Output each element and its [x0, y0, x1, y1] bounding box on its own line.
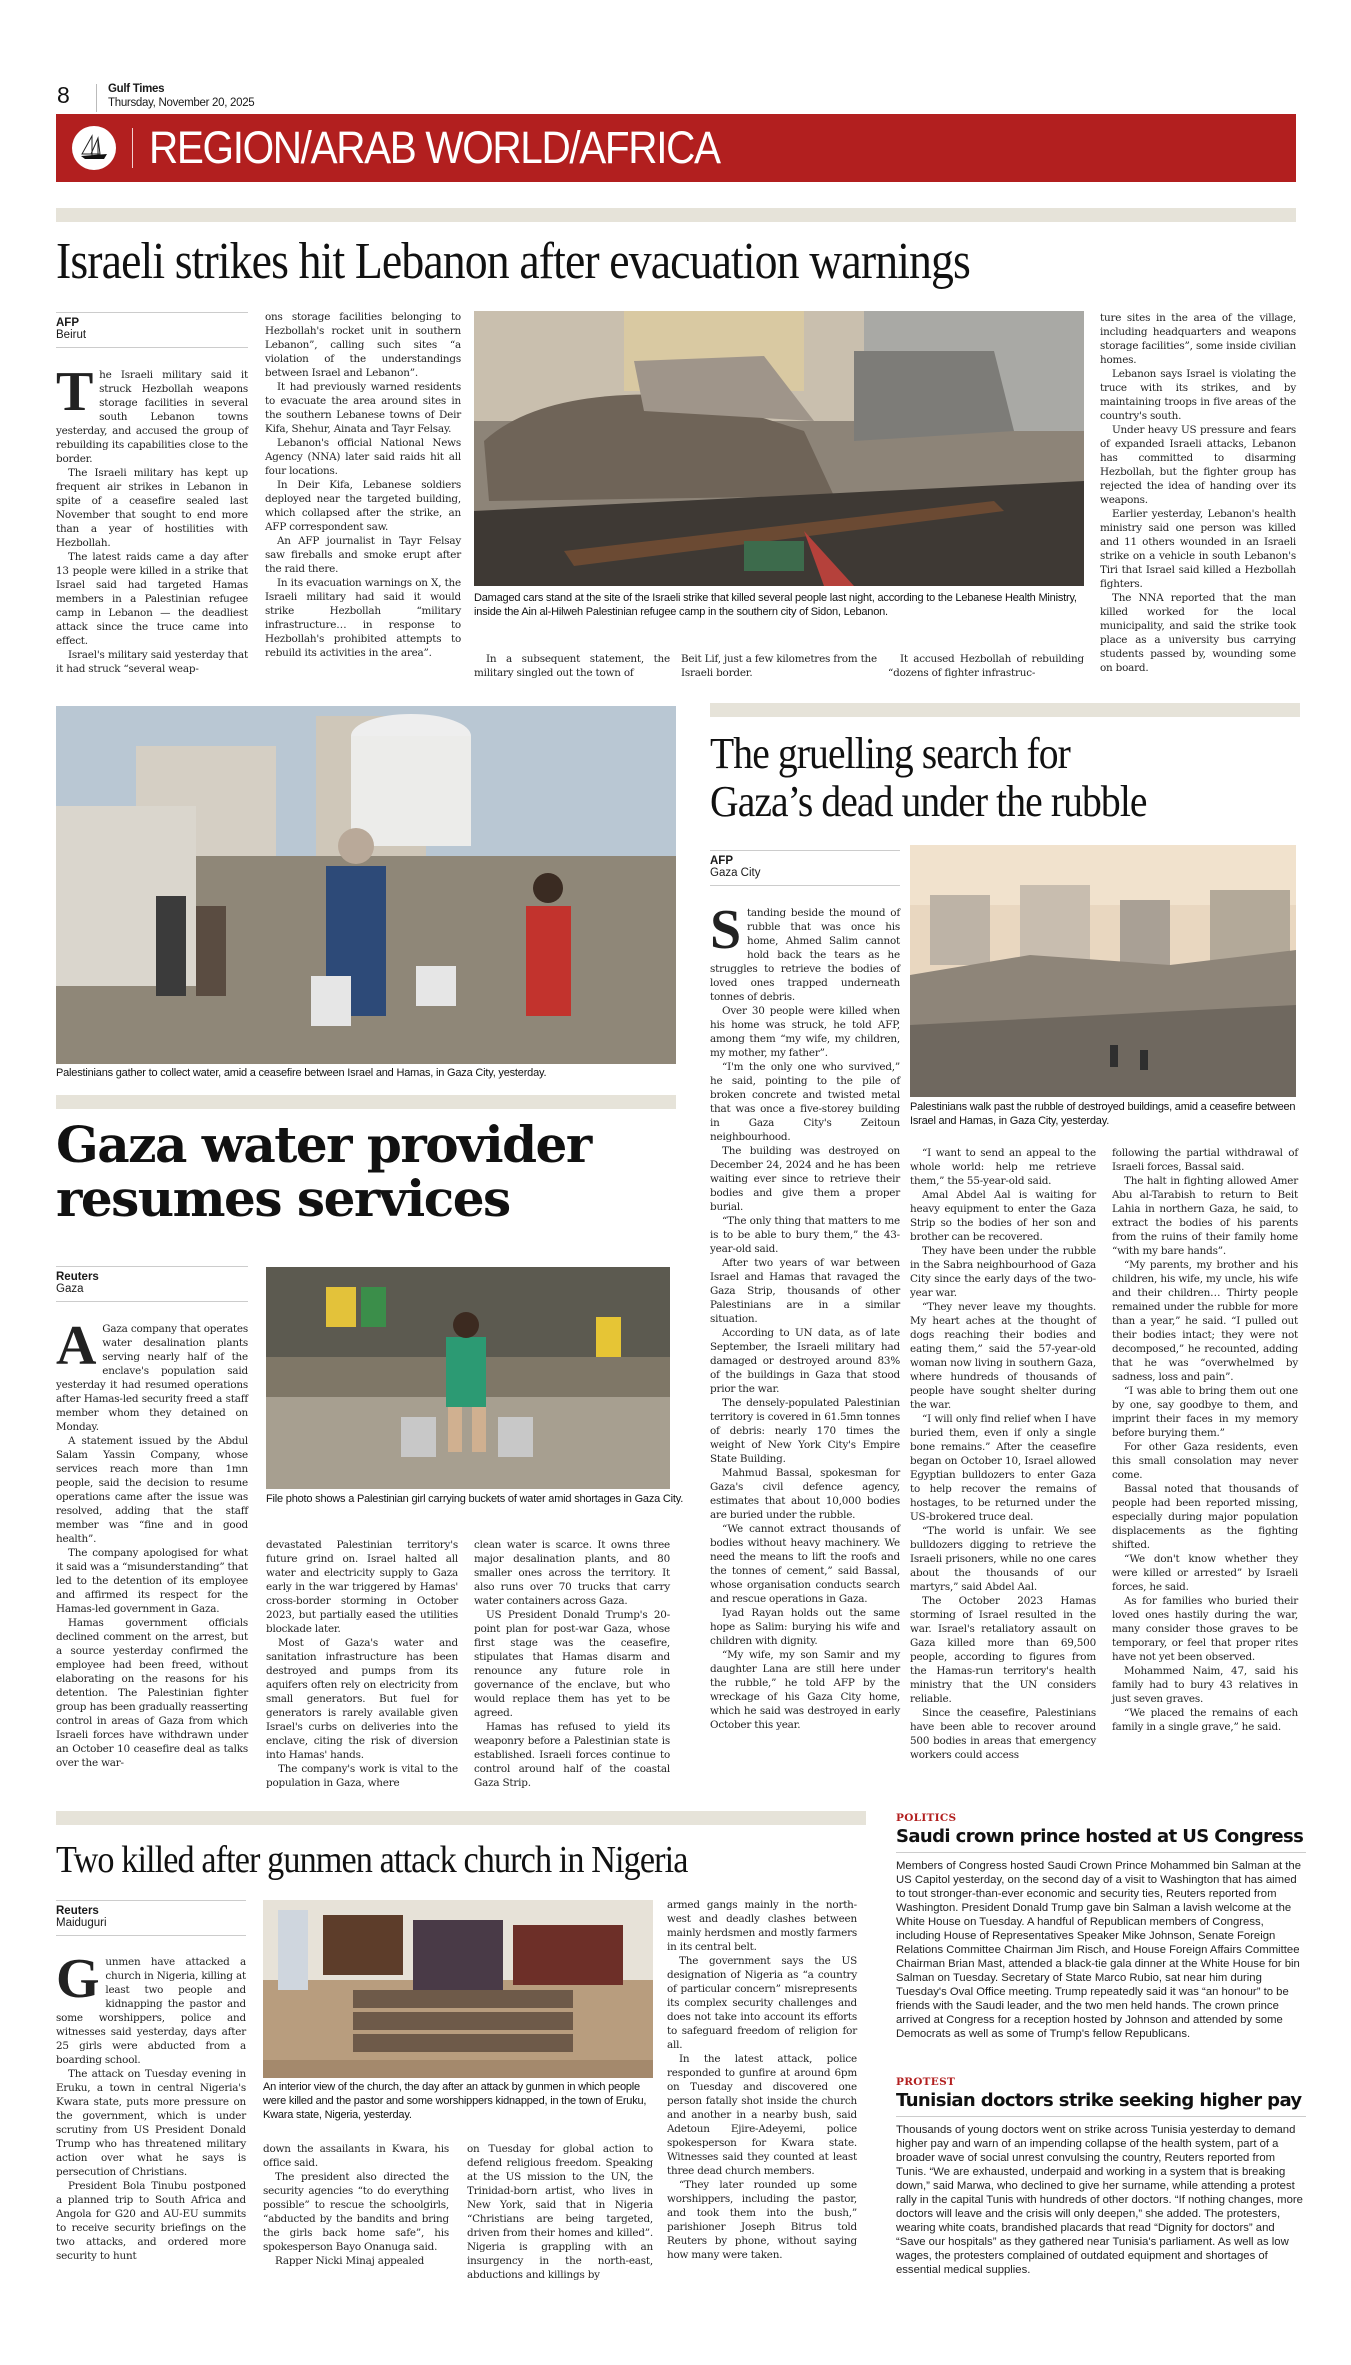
headline-line: Gaza water provider [56, 1115, 591, 1174]
nigeria-byline [56, 1900, 246, 1936]
paragraph: The company apologised for what it said was a “misunderstanding” that led to the detention of its employee and affirmed its respect for the Hamas-led government in Gaza. [56, 1547, 248, 1615]
paragraph: “My wife, my son Samir and my daughter Lana are still here under the rubble,” he told AFP by the wreckage of his Gaza City home, which he said was destroyed in early October this year. [710, 1649, 900, 1731]
dropcap: G [56, 1948, 100, 2010]
paragraph: An AFP journalist in Tayr Felsay saw fireballs and smoke erupt after the raid there. [265, 535, 461, 575]
paragraph: Hamas has refused to yield its weaponry before a Palestinian state is established. Israeli forces continue to control around half of the coastal Gaza Strip. [474, 1721, 670, 1789]
rubble-headline [710, 730, 1147, 826]
paragraph: It accused Hezbollah of rebuilding “dozens of fighter infrastruc- [888, 653, 1084, 679]
byline-place: Gaza City [710, 867, 761, 879]
byline-place: Gaza [56, 1283, 84, 1295]
dropcap: T [56, 361, 94, 423]
rubble-column-1 [710, 899, 900, 1732]
byline-agency: AFP [56, 317, 79, 329]
headline-line: resumes services [56, 1169, 510, 1228]
brief-kicker: POLITICS [896, 1812, 957, 1824]
lebanon-headline: Israeli strikes hit Lebanon after evacuation warnings [56, 233, 970, 290]
lebanon-column-5 [888, 652, 1084, 680]
lebanon-photo-caption: Damaged cars stand at the site of the Israeli strike that killed several people last night, according to the Lebanese Health Ministry, inside the Ain al-Hilweh Palestinian refugee camp in the southern city of Sidon, Lebanon. [474, 592, 1077, 618]
water-girl-caption: File photo shows a Palestinian girl carrying buckets of water amid shortages in Gaza City. [266, 1493, 684, 1505]
brief-body: Members of Congress hosted Saudi Crown Prince Mohammed bin Salman at the US Capitol yesterday, on the second day of a visit to Washington that has aimed to tout stronger-than-ever economic and security ties, Reuters reported from Washington. President Donald Trump gave bin Salman a lavish welcome at the White House on Tuesday. A handful of Republican members of Congress, including House of Representatives Speaker Mike Johnson, Senate Foreign Relations Committee Chairman Jim Risch, and House Foreign Affairs Committee Chairman Brian Mast, attended a black-tie gala dinner at the White House for bin Salman on Tuesday. Secretary of State Marco Rubio, sat near him during Tuesday's Oval Office meeting. Trump repeatedly said it was “an honour” to be friends with the Saudi leader, and the two men held hands. The crown prince arrived at Congress for a reception hosted by Johnson and attended by some Democrats as well as some of Trump's fellow Republicans. [896, 1860, 1301, 2040]
rubble-column-2 [910, 1146, 1096, 1762]
paragraph: The company's work is vital to the population in Gaza, where [266, 1763, 458, 1789]
headline-line: The gruelling search for [710, 729, 1070, 778]
rubble-photo [910, 845, 1296, 1097]
paragraph: The Israeli military has kept up frequent air strikes in Lebanon in spite of a ceasefire sealed last November that sought to end more than a year of hostilities with Hezbollah. [56, 467, 248, 549]
paragraph: The building was destroyed on December 24, 2024 and he has been waiting ever since to retrieve their bodies and give them a proper burial. [710, 1145, 900, 1213]
paragraph: Under heavy US pressure and fears of expanded Israeli attacks, Lebanon has committed to disarming Hezbollah, but the fighter group has rejected the idea of handing over its weapons. [1100, 424, 1296, 506]
paragraph: The government says the US designation of Nigeria as “a country of particular concern” misrepresents its complex security challenges and does not take into account its efforts to safeguard freedom of religion for all. [667, 1955, 857, 2051]
paragraph: Over 30 people were killed when his home was struck, he told AFP, among them “my wife, my children, my mother, my father”. [710, 1005, 900, 1059]
section-title: REGION/ARAB WORLD/AFRICA [149, 122, 720, 173]
paragraph: Lebanon says Israel is violating the truce with its strikes, and by maintaining troops in five areas of the country's south. [1100, 368, 1296, 422]
paragraph: clean water is scarce. It owns three major desalination plants, and 80 smaller ones across the territory. It also runs over 70 trucks that carry water containers across Gaza. [474, 1539, 670, 1607]
rubble-column-3 [1112, 1146, 1298, 1734]
church-photo [263, 1900, 653, 2078]
lebanon-column-4 [681, 652, 877, 680]
byline-place: Beirut [56, 329, 87, 341]
brief-rule [896, 2116, 1306, 2117]
paragraph: “I will only find relief when I have buried them, even if only a single bone remains.” After the ceasefire began on October 10, Israel allowed Egyptian bulldozers to enter Gaza to help recover the remains of hostages, to be returned under the US-brokered truce deal. [910, 1413, 1096, 1523]
water-column-3 [474, 1538, 670, 1790]
paragraph: The NNA reported that the man killed worked for the local municipality, and said the strike took place as a university bus carrying students passed by, wounding some on board. [1100, 592, 1296, 674]
paragraph: devastated Palestinian territory's future grind on. Israel halted all water and electricity supply to Gaza early in the war triggered by Hamas' cross-border storming in October 2023, but partially eased the utilities blockade later. [266, 1539, 458, 1635]
paragraph: Iyad Rayan holds out the same hope as Salim: burying his wife and children with dignity. [710, 1607, 900, 1647]
paragraph: Bassal noted that thousands of people had been reported missing, especially during major population displacements as the fighting shifted. [1112, 1483, 1298, 1551]
banner-separator [132, 128, 133, 168]
paragraph: In a subsequent statement, the military singled out the town of [474, 653, 670, 679]
lebanon-column-1 [56, 361, 248, 676]
byline-agency: AFP [710, 855, 733, 867]
paragraph: “We placed the remains of each family in a single grave,” he said. [1112, 1707, 1298, 1733]
paragraph: “They later rounded up some worshippers, including the pastor, and took them into the bush,” parishioner Joseph Bitrus told Reuters by phone, without saying how many were taken. [667, 2179, 857, 2261]
nigeria-column-3 [467, 2142, 653, 2282]
paragraph: Beit Lif, just a few kilometres from the Israeli border. [681, 653, 877, 679]
paragraph: Since the ceasefire, Palestinians have been able to recover around 500 bodies in areas that emergency workers could access [910, 1707, 1096, 1761]
paragraph: The halt in fighting allowed Amer Abu al-Tarabish to return to Beit Lahia in northern Gaza, he said, to extract the bodies of his parents from the ruins of their family home “with my bare hands”. [1112, 1175, 1298, 1257]
paragraph: armed gangs mainly in the north-west and deadly clashes between mainly herdsmen and mostly farmers in its central belt. [667, 1899, 857, 1953]
paragraph: In the latest attack, police responded to gunfire at around 6pm on Tuesday and discovered one person fatally shot inside the church and another in a nearby bush, said Adetoun Ejire-Adeyemi, police spokesperson for Kwara state. Witnesses said they counted at least three dead church members. [667, 2053, 857, 2177]
paragraph: following the partial withdrawal of Israeli forces, Bassal said. [1112, 1147, 1298, 1173]
paragraph: Mohammed Naim, 47, said his family had to bury 43 relatives in just seven graves. [1112, 1665, 1298, 1705]
paragraph: They have been under the rubble in the Sabra neighbourhood of Gaza City since the early days of the two-year war. [910, 1245, 1096, 1299]
paragraph: Lebanon's official National News Agency (NNA) later said raids hit all four locations. [265, 437, 461, 477]
paragraph: Amal Abdel Aal is waiting for heavy equipment to enter the Gaza Strip so the bodies of her son and brother can be recovered. [910, 1189, 1096, 1243]
nigeria-column-1 [56, 1948, 246, 2263]
church-photo-caption: An interior view of the church, the day after an attack by gunmen in which people were killed and the pastor and some worshippers kidnapped, in the town of Eruku, Kwara state, Nigeria, yesterday. [263, 2081, 647, 2121]
paragraph: tanding beside the mound of rubble that was once his home, Ahmed Salim cannot hold back the tears as he struggles to retrieve the bodies of loved ones trapped underneath tonnes of debris. [710, 907, 900, 1003]
brief-rule [896, 1852, 1306, 1853]
paragraph: ture sites in the area of the village, including headquarters and weapons storage facilities”, some inside civilian homes. [1100, 312, 1296, 366]
brief-body: Thousands of young doctors went on strike across Tunisia yesterday to demand higher pay and warn of an impending collapse of the health system, part of a broader wave of social unrest convulsing the country, Reuters reported from Tunis. “We are exhausted, underpaid and working in a system that is breaking down,” said Marwa, who declined to give her surname, while attending a protest rally in the capital Tunis with hundreds of other doctors. “If nothing changes, more doctors will leave and the crisis will only deepen,” she added. The protesters, wearing white coats, brandished placards that read “Dignity for doctors” and “Save our hospitals” as they gathered near Tunisia's parliament. As well as low wages, the protesters complained of outdated equipment and shortages of essential medical supplies. [896, 2124, 1303, 2276]
paragraph: A statement issued by the Abdul Salam Yassin Company, whose services reach more than 1mn people, said the decision to resume operations came after the issue was resolved, adding that the staff member was “fine and in good health”. [56, 1435, 248, 1545]
section-band [56, 1095, 676, 1109]
paragraph: “My parents, my brother and his children, his wife, my uncle, his wife and their children… Thirty people remained under the rubble for more than a year,” he said. “I pulled out their bodies intact; they were not decomposed,” he recounted, adding that he was “overwhelmed by sadness, loss and pain”. [1112, 1259, 1298, 1383]
paragraph: Earlier yesterday, Lebanon's health ministry said one person was killed and 11 others wounded in an Israeli strike on a vehicle in south Lebanon's Tiri that Israel said killed a Hezbollah fighters. [1100, 508, 1296, 590]
lebanon-byline [56, 312, 248, 348]
paragraph: “I want to send an appeal to the whole world: help me retrieve them,” the 55-year-old said. [910, 1147, 1096, 1187]
paragraph: Rapper Nicki Minaj appealed [275, 2255, 425, 2267]
brief-politics [896, 1812, 1306, 2041]
water-collection-photo [56, 706, 676, 1064]
dhow-boat-icon [72, 126, 116, 170]
paragraph: “I was able to bring them out one by one, say goodbye to them, and imprint their faces in my memory before burying them.” [1112, 1385, 1298, 1439]
brief-title: Tunisian doctors strike seeking higher pay [896, 2090, 1302, 2111]
paragraph: ons storage facilities belonging to Hezbollah's rocket unit in southern Lebanon”, calling such sites “a violation of the understandings between Israel and Lebanon”. [265, 311, 461, 379]
paragraph: Most of Gaza's water and sanitation infrastructure has been destroyed and pumps from its aquifers often rely on electricity from small generators. But fuel for generators is rarely available given Israel's curbs on deliveries into the enclave, citing the risk of diversion into Hamas' hands. [266, 1637, 458, 1761]
water-girl-photo [266, 1267, 670, 1489]
nigeria-column-2 [263, 2142, 449, 2268]
paragraph: “The only thing that matters to me is to be able to bury them,” the 43-year-old said. [710, 1215, 900, 1255]
lebanon-photo [474, 311, 1084, 586]
water-byline [56, 1266, 248, 1302]
paragraph: “We cannot extract thousands of bodies without heavy machinery. We need the means to lift the roofs and the tonnes of cement,” said Bassal, whose organisation conducts search and rescue operations in Gaza. [710, 1523, 900, 1605]
paragraph: Israel's military said yesterday that it had struck “several weap- [56, 649, 248, 675]
paragraph: US President Donald Trump's 20-point plan for post-war Gaza, whose first stage was the ceasefire, stipulates that Hamas disarm and renounce any future role in governance of the enclave, but who would replace them has yet to be agreed. [474, 1609, 670, 1719]
brief-kicker: PROTEST [896, 2076, 956, 2088]
issue-date: Thursday, November 20, 2025 [108, 97, 255, 109]
water-headline [56, 1115, 696, 1228]
dropcap: S [710, 899, 741, 961]
paragraph: “I'm the only one who survived,” he said, pointing to the pile of broken concrete and twisted metal that was once a five-storey building in Gaza City's Zeitoun neighbourhood. [710, 1061, 900, 1143]
paragraph: “We don't know whether they were killed or arrested” by Israeli forces, he said. [1112, 1553, 1298, 1593]
section-band [56, 208, 1296, 222]
section-band [710, 703, 1300, 717]
water-column-2 [266, 1538, 458, 1790]
water-column-1 [56, 1315, 248, 1770]
rubble-photo-caption: Palestinians walk past the rubble of destroyed buildings, amid a ceasefire between Israel and Hamas, in Gaza City, yesterday. [910, 1101, 1296, 1127]
paragraph: The October 2023 Hamas storming of Israel resulted in the war. Israel's retaliatory assault on Gaza killed more than 69,500 people, according to figures from the Hamas-run territory's health ministry that the UN considers reliable. [910, 1595, 1096, 1705]
paragraph: For other Gaza residents, even this small consolation may never come. [1112, 1441, 1298, 1481]
paragraph: The attack on Tuesday evening in Eruku, a town in central Nigeria's Kwara state, puts more pressure on the government, which is under scrutiny from US President Donald Trump who has threatened military action over what he says is persecution of Christians. [56, 2068, 246, 2178]
paragraph: The densely-populated Palestinian territory is covered in 61.5mn tonnes of debris: nearly 170 times the weight of New York City's Empire State Building. [710, 1397, 900, 1465]
paragraph: According to UN data, as of late September, the Israeli military had damaged or destroyed around 83% of the buildings in Gaza that stood prior the war. [710, 1327, 900, 1395]
lebanon-column-6 [1100, 311, 1296, 675]
brief-protest [896, 2076, 1306, 2277]
paragraph: After two years of war between Israel and Hamas that ravaged the Gaza Strip, thousands of other Palestinians are in a similar situation. [710, 1257, 900, 1325]
paragraph: he Israeli military said it struck Hezbollah weapons storage facilities in several south Lebanon towns yesterday, and accused the group of rebuilding its capabilities close to the border. [56, 369, 248, 465]
paragraph: unmen have attacked a church in Nigeria, killing at least two people and kidnapping the pastor and some worshippers, police and witnesses said yesterday, days after 25 girls were abducted from a boarding school. [56, 1956, 246, 2066]
byline-agency: Reuters [56, 1905, 99, 1917]
paragraph: down the assailants in Kwara, his office said. [263, 2143, 449, 2169]
paragraph: In Deir Kifa, Lebanese soldiers deployed near the targeted building, which collapsed after the strike, an AFP correspondent saw. [265, 479, 461, 533]
brief-title: Saudi crown prince hosted at US Congress [896, 1826, 1304, 1847]
nigeria-column-4 [667, 1898, 857, 2262]
section-banner [56, 114, 1296, 182]
lebanon-column-2 [265, 310, 461, 660]
paragraph: Gaza company that operates water desalination plants serving nearly half of the enclave's population said yesterday it had resumed operations after Hamas-led security freed a staff member whom they detained on Monday. [56, 1323, 248, 1433]
paragraph: on Tuesday for global action to defend religious freedom. Speaking at the US mission to the UN, the Trinidad-born artist, who lives in New York, said that in Nigeria “Christians are being targeted, driven from their homes and killed”. Nigeria is grappling with an insurgency in the north-east, abductions and killings by [467, 2143, 653, 2281]
section-band [56, 1811, 866, 1825]
paragraph: The president also directed the security agencies “to do everything possible” to rescue the schoolgirls, “abducted by the bandits and bring the girls back home safe”, his spokesperson Bayo Onanuga said. [263, 2171, 449, 2253]
paragraph: “The world is unfair. We see bulldozers digging to retrieve the Israeli prisoners, while no one cares about the thousands of our martyrs,” said Abdel Aal. [910, 1525, 1096, 1593]
lebanon-column-3 [474, 652, 670, 680]
byline-place: Maiduguri [56, 1917, 107, 1929]
water-collection-caption: Palestinians gather to collect water, amid a ceasefire between Israel and Hamas, in Gaza City, yesterday. [56, 1067, 547, 1079]
nigeria-headline: Two killed after gunmen attack church in Nigeria [56, 1839, 688, 1881]
paragraph: The latest raids came a day after 13 people were killed in a strike that Israel said had targeted Hamas members in a Palestinian refugee camp in Lebanon — the deadliest attack since the truce came into effect. [56, 551, 248, 647]
paragraph: It had previously warned residents to evacuate the area around sites in the southern Lebanese towns of Deir Kifa, Shehur, Ainata and Tayr Felsay. [265, 381, 461, 435]
rubble-byline [710, 850, 900, 886]
dropcap: A [56, 1315, 97, 1377]
byline-agency: Reuters [56, 1271, 99, 1283]
paragraph: As for families who buried their loved ones hastily during the war, many consider those graves to be temporary, or feel that proper rites have not yet been observed. [1112, 1595, 1298, 1663]
masthead-divider [96, 84, 97, 112]
paragraph: “They never leave my thoughts. My heart aches at the thought of dogs reaching their bodies and eating them,” said the 57-year-old woman now living in southern Gaza, where hundreds of thousands of people have sought shelter during the war. [910, 1301, 1096, 1411]
paragraph: President Bola Tinubu postponed a planned trip to South Africa and Angola for G20 and AU-EU summits to receive security briefings on the two attacks, and ordered more security to hunt [56, 2180, 246, 2262]
paper-name: Gulf Times [108, 83, 165, 95]
headline-line: Gaza’s dead under the rubble [710, 777, 1147, 826]
paragraph: Hamas government officials declined comment on the arrest, but a source yesterday confirmed the employee had been freed, without elaborating on the reasons for his detention. The Palestinian fighter group has been gradually reasserting control in areas of Gaza from which Israeli forces have withdrawn under an October 10 ceasefire deal as talks over the war- [56, 1617, 248, 1769]
paragraph: In its evacuation warnings on X, the Israeli military had said it would strike Hezbollah “military infrastructure… in response to Hezbollah's prohibited attempts to rebuild its activities in the area”. [265, 577, 461, 659]
page-number: 8 [57, 82, 70, 108]
paragraph: Mahmud Bassal, spokesman for Gaza's civil defence agency, estimates that about 10,000 bodies are buried under the rubble. [710, 1467, 900, 1521]
